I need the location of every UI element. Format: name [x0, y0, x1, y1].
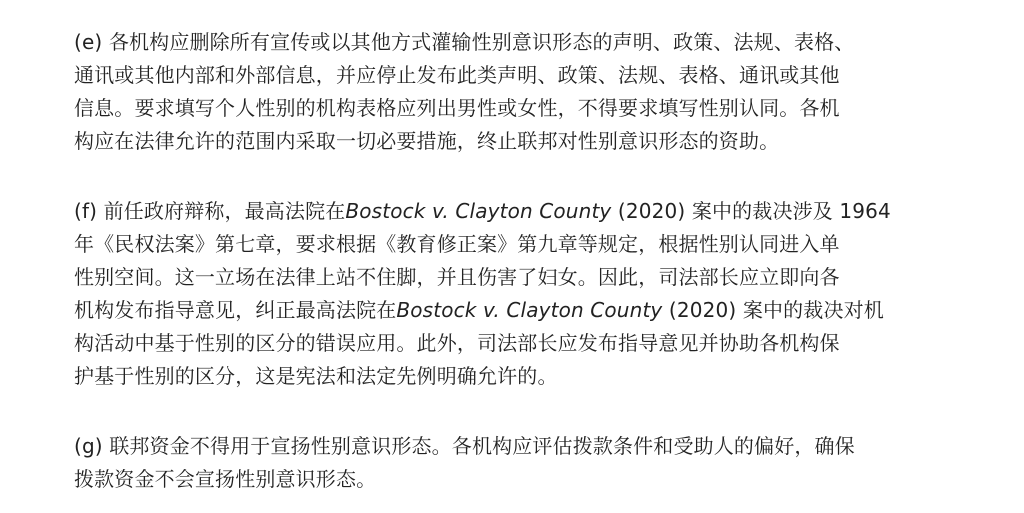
text-run: (f) 前任政府辩称，最高法院在 — [74, 199, 346, 223]
text-run: 构应在法律允许的范围内采取一切必要措施，终止联邦对性别意识形态的资助。 — [74, 129, 780, 153]
text-run: (g) 联邦资金不得用于宣扬性别意识形态。各机构应评估拨款条件和受助人的偏好，确保 — [74, 434, 855, 458]
case-name-italic: Bostock v. Clayton County — [345, 199, 612, 223]
text-run: 性别空间。这一立场在法律上站不住脚，并且伤害了妇女。因此，司法部长应立即向各 — [74, 265, 840, 289]
paragraph-e — [74, 26, 914, 158]
paragraph-g — [74, 430, 914, 496]
text-line — [74, 59, 914, 92]
text-line — [74, 228, 914, 261]
text-line — [74, 125, 914, 158]
text-run: 拨款资金不会宣扬性别意识形态。 — [74, 467, 377, 491]
text-run: 信息。要求填写个人性别的机构表格应列出男性或女性，不得要求填写性别认同。各机 — [74, 96, 840, 120]
text-line — [74, 92, 914, 125]
text-run: 通讯或其他内部和外部信息，并应停止发布此类声明、政策、法规、表格、通讯或其他 — [74, 63, 840, 87]
text-line — [74, 327, 914, 360]
text-line — [74, 360, 914, 393]
text-run: 年《民权法案》第七章，要求根据《教育修正案》第九章等规定，根据性别认同进入单 — [74, 232, 840, 256]
case-name-italic: Bostock v. Clayton County — [396, 298, 663, 322]
text-run: (e) 各机构应删除所有宣传或以其他方式灌输性别意识形态的声明、政策、法规、表格、 — [74, 30, 855, 54]
text-run: (2020) 案中的裁决对机 — [662, 298, 884, 322]
text-line — [74, 261, 914, 294]
text-line — [74, 195, 914, 228]
text-line — [74, 26, 914, 59]
text-line — [74, 430, 914, 463]
text-run: (2020) 案中的裁决涉及 1964 — [611, 199, 891, 223]
text-run: 护基于性别的区分，这是宪法和法定先例明确允许的。 — [74, 364, 558, 388]
text-line — [74, 463, 914, 496]
text-line — [74, 294, 914, 327]
paragraph-f — [74, 195, 914, 393]
text-run: 构活动中基于性别的区分的错误应用。此外，司法部长应发布指导意见并协助各机构保 — [74, 331, 840, 355]
text-run: 机构发布指导意见，纠正最高法院在 — [74, 298, 397, 322]
document-body — [74, 26, 914, 496]
